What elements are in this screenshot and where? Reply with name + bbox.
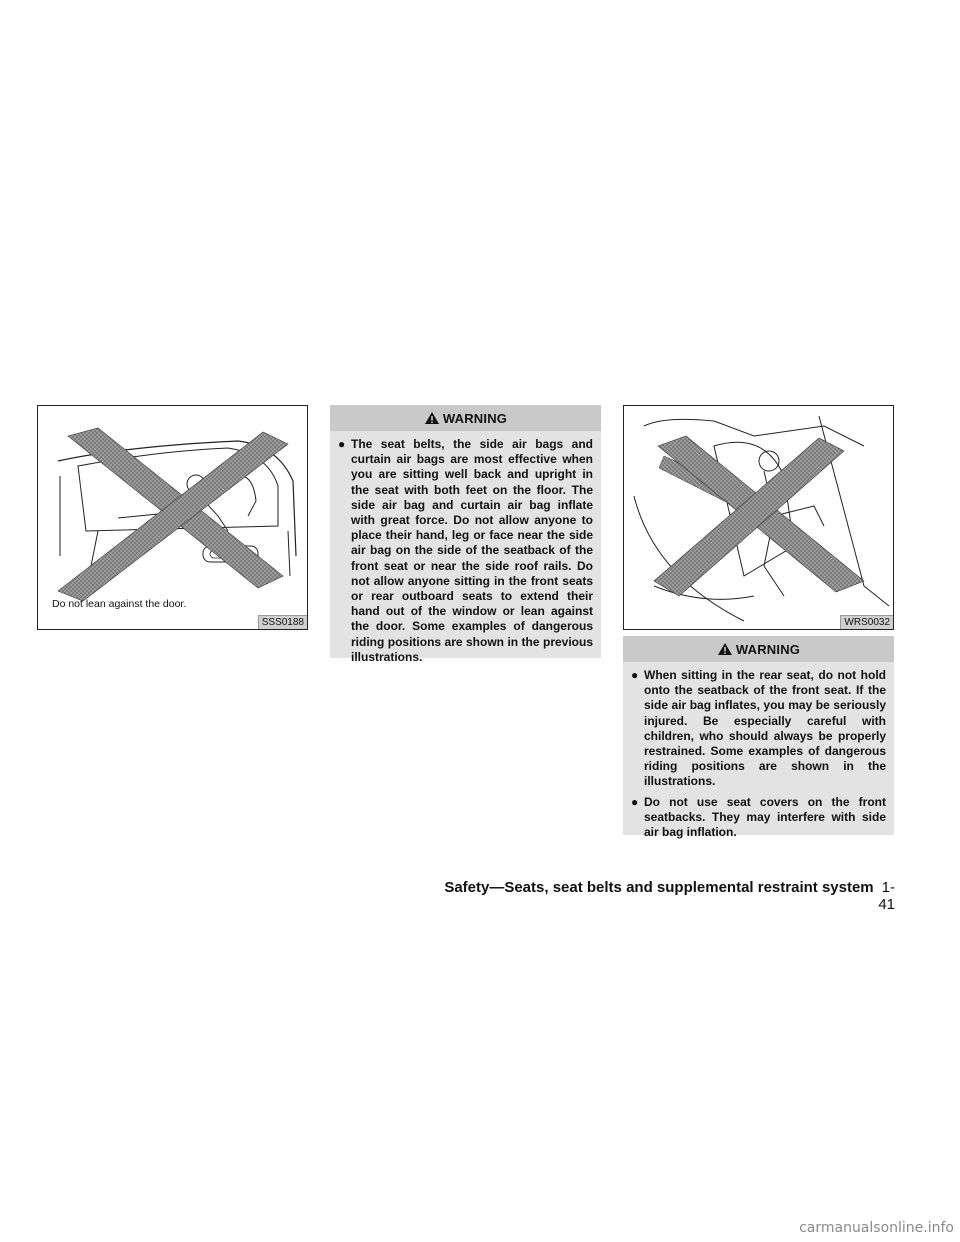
warning-text: When sitting in the rear seat, do not hold onto the seatback of the front seat. If the side air bag inflates, you may be seriously injured. Be especially careful with children, who should always be properly restrained. Some examples of dangerous riding positions are shown in the illustrations. bbox=[644, 668, 886, 789]
bullet-icon: ● bbox=[338, 437, 346, 451]
page-number: 1-41 bbox=[878, 879, 895, 913]
warning-list bbox=[623, 662, 894, 840]
page-footer bbox=[440, 879, 895, 913]
warning-triangle-icon bbox=[424, 411, 440, 425]
list-item bbox=[623, 795, 894, 841]
list-item bbox=[623, 668, 894, 790]
list-item bbox=[330, 437, 601, 665]
illustration-door-lean bbox=[38, 406, 307, 629]
bullet-icon: ● bbox=[631, 794, 639, 809]
warning-text: The seat belts, the side air bags and curtain air bags are most effective when you are sitting well back and upright in the seat with both feet on the floor. The side air bag and curtain air bag inflate with great force. Do not allow anyone to place their hand, leg or face near the side air bag on the side of the seatback of the front seat or near the side roof rails. Do not allow anyone sitting in the front seats or rear outboard seats to extend their hand out of the window or lean against the door. Some examples of dangerous riding positions are shown in the previous illustrations. bbox=[351, 437, 593, 664]
warning-text: Do not use seat covers on the front seatbacks. They may interfere with side air bag inflation. bbox=[644, 794, 886, 840]
warning-header bbox=[623, 636, 894, 662]
section-title: Safety—Seats, seat belts and supplemental restraint system bbox=[444, 879, 874, 896]
warning-box-1 bbox=[330, 405, 601, 664]
warning-box-2 bbox=[623, 636, 894, 840]
figure-code: SSS0188 bbox=[258, 615, 307, 629]
watermark: carmanualsonline.info bbox=[799, 1220, 954, 1236]
warning-header bbox=[330, 405, 601, 431]
figure-code: WRS0032 bbox=[840, 615, 893, 629]
figure-caption: Do not lean against the door. bbox=[52, 598, 187, 610]
warning-list bbox=[330, 431, 601, 665]
illustration-rear-seat bbox=[624, 406, 893, 629]
bullet-icon: ● bbox=[631, 668, 639, 682]
warning-heading: WARNING bbox=[735, 641, 801, 657]
warning-triangle-icon bbox=[717, 642, 733, 656]
figure-sss0188 bbox=[37, 405, 308, 630]
warning-heading: WARNING bbox=[442, 410, 508, 426]
figure-wrs0032 bbox=[623, 405, 894, 630]
